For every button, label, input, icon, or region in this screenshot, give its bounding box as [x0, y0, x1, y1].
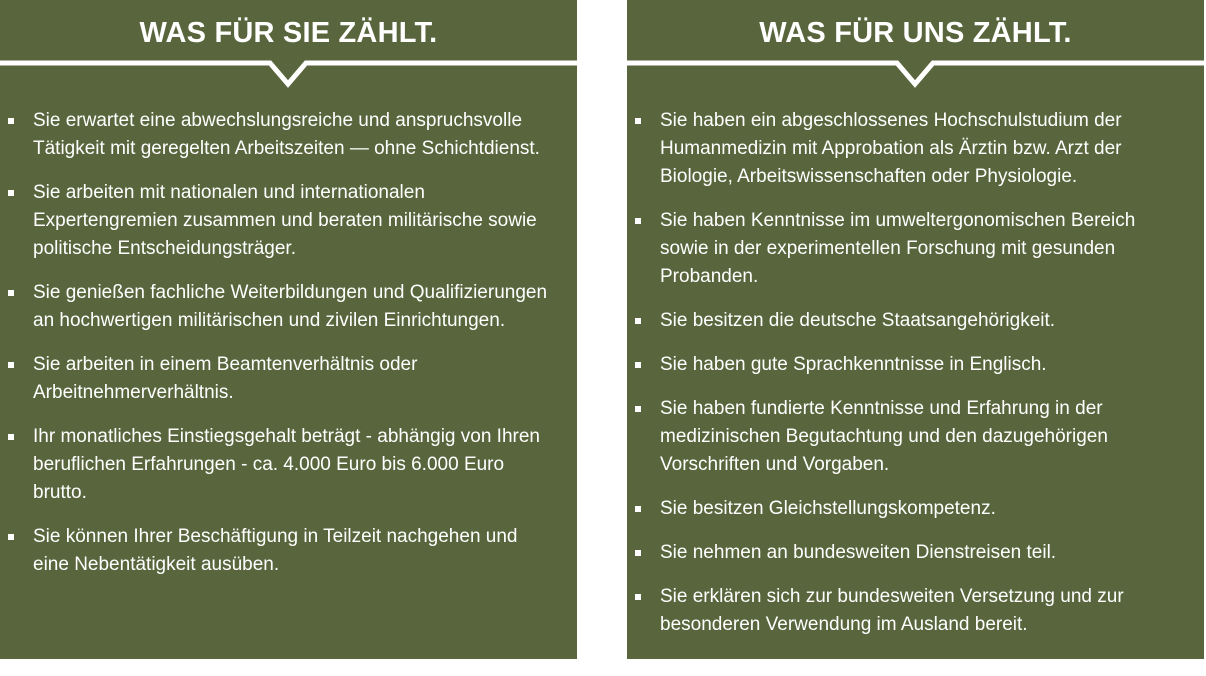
square-bullet-icon: [8, 290, 14, 296]
list-item-text: Sie nehmen an bundesweiten Dienstreisen teil.: [660, 542, 1057, 563]
list-item: [627, 539, 1204, 567]
square-bullet-icon: [635, 406, 641, 412]
list-item-text: Sie können Ihrer Beschäftigung in Teilzeit nachgehen und eine Nebentätigkeit ausüben.: [33, 526, 518, 575]
list-item-text: Sie besitzen die deutsche Staatsangehörigkeit.: [660, 310, 1056, 331]
list-item: [627, 395, 1204, 479]
list-item-text: Sie besitzen Gleichstellungskompetenz.: [660, 498, 996, 519]
square-bullet-icon: [8, 118, 14, 124]
list-item-text: Sie haben ein abgeschlossenes Hochschulstudium der Humanmedizin mit Approbation als Ärztin bzw. Arzt der Biologie, Arbeitswissenschaften oder Physiologie.: [660, 110, 1122, 187]
panel-title: WAS FÜR UNS ZÄHLT.: [759, 17, 1072, 49]
list-item: [627, 207, 1204, 291]
list-item: [627, 351, 1204, 379]
list-item: [0, 523, 577, 579]
list-item-text: Sie erklären sich zur bundesweiten Versetzung und zur besonderen Verwendung im Ausland bereit.: [660, 586, 1124, 635]
list-item: [0, 179, 577, 263]
panel-header: [0, 0, 577, 80]
list-item-text: Sie haben gute Sprachkenntnisse in Englisch.: [660, 354, 1047, 375]
benefits-list: [0, 107, 577, 595]
list-item-text: Sie arbeiten in einem Beamtenverhältnis oder Arbeitnehmerverhältnis.: [33, 354, 418, 403]
list-item: [0, 279, 577, 335]
list-item: [627, 107, 1204, 191]
list-item: [0, 351, 577, 407]
list-item-text: Sie erwartet eine abwechslungsreiche und anspruchsvolle Tätigkeit mit geregelten Arbeitszeiten — ohne Schichtdienst.: [33, 110, 540, 159]
list-item: [0, 423, 577, 507]
list-item-text: Ihr monatliches Einstiegsgehalt beträgt - abhängig von Ihren beruflichen Erfahrungen - ca. 4.000 Euro bis 6.000 Euro brutto.: [33, 426, 540, 503]
square-bullet-icon: [8, 190, 14, 196]
list-item-text: Sie haben fundierte Kenntnisse und Erfahrung in der medizinischen Begutachtung und den dazugehörigen Vorschriften und Vorgaben.: [660, 398, 1108, 475]
list-item-text: Sie genießen fachliche Weiterbildungen und Qualifizierungen an hochwertigen militärischen und zivilen Einrichtungen.: [33, 282, 548, 331]
chevron-divider: [0, 56, 577, 92]
panel-header: [627, 0, 1204, 80]
chevron-divider: [627, 56, 1204, 92]
list-item-text: Sie arbeiten mit nationalen und internationalen Expertengremien zusammen und beraten militärische sowie politische Entscheidungsträger.: [33, 182, 537, 259]
square-bullet-icon: [635, 594, 641, 600]
list-item: [627, 495, 1204, 523]
square-bullet-icon: [635, 550, 641, 556]
benefits-panel: [0, 0, 577, 659]
list-item: [627, 583, 1204, 639]
square-bullet-icon: [8, 362, 14, 368]
list-item: [0, 107, 577, 163]
list-item-text: Sie haben Kenntnisse im umweltergonomischen Bereich sowie in der experimentellen Forschung mit gesunden Probanden.: [660, 210, 1136, 287]
square-bullet-icon: [635, 118, 641, 124]
square-bullet-icon: [635, 318, 641, 324]
panel-title: WAS FÜR SIE ZÄHLT.: [139, 17, 438, 49]
square-bullet-icon: [8, 534, 14, 540]
square-bullet-icon: [635, 506, 641, 512]
square-bullet-icon: [635, 218, 641, 224]
list-item: [627, 307, 1204, 335]
square-bullet-icon: [635, 362, 641, 368]
requirements-panel: [627, 0, 1204, 659]
square-bullet-icon: [8, 434, 14, 440]
requirements-list: [627, 107, 1204, 655]
